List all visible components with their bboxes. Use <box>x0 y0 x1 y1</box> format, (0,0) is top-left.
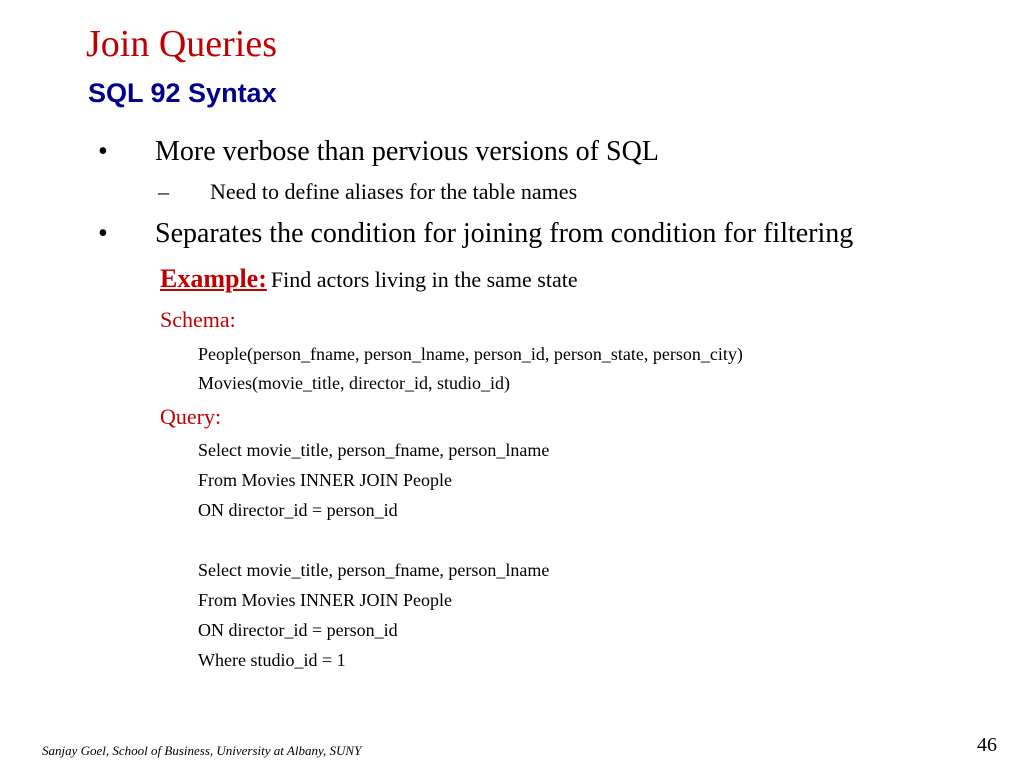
query-line: ON director_id = person_id <box>198 500 398 520</box>
footer-credit: Sanjay Goel, School of Business, University at Albany, SUNY <box>42 743 362 758</box>
bullet-marker: • <box>98 218 108 249</box>
slide-subtitle: SQL 92 Syntax <box>88 78 277 108</box>
sub-bullet-marker: – <box>158 179 169 204</box>
query-line: From Movies INNER JOIN People <box>198 470 452 490</box>
schema-line: People(person_fname, person_lname, person_id, person_state, person_city) <box>198 344 743 364</box>
query-line: Where studio_id = 1 <box>198 650 346 670</box>
query-line: ON director_id = person_id <box>198 620 398 640</box>
slide-title: Join Queries <box>86 23 278 65</box>
example-line <box>160 262 578 300</box>
sub-bullet-text-1: Need to define aliases for the table names <box>210 179 578 204</box>
query-line: Select movie_title, person_fname, person_lname <box>198 560 550 580</box>
bullet-text-2: Separates the condition for joining from condition for filtering <box>155 218 854 249</box>
query-line: From Movies INNER JOIN People <box>198 590 452 610</box>
page-number: 46 <box>977 734 997 756</box>
example-label: Example: <box>160 264 267 293</box>
bullet-text-1: More verbose than pervious versions of SQL <box>155 136 659 167</box>
query-line: Select movie_title, person_fname, person_lname <box>198 440 550 460</box>
bullet-marker: • <box>98 136 108 167</box>
schema-line: Movies(movie_title, director_id, studio_id) <box>198 373 510 393</box>
schema-label: Schema: <box>160 307 236 332</box>
example-text: Find actors living in the same state <box>270 267 578 292</box>
query-label: Query: <box>160 404 222 429</box>
